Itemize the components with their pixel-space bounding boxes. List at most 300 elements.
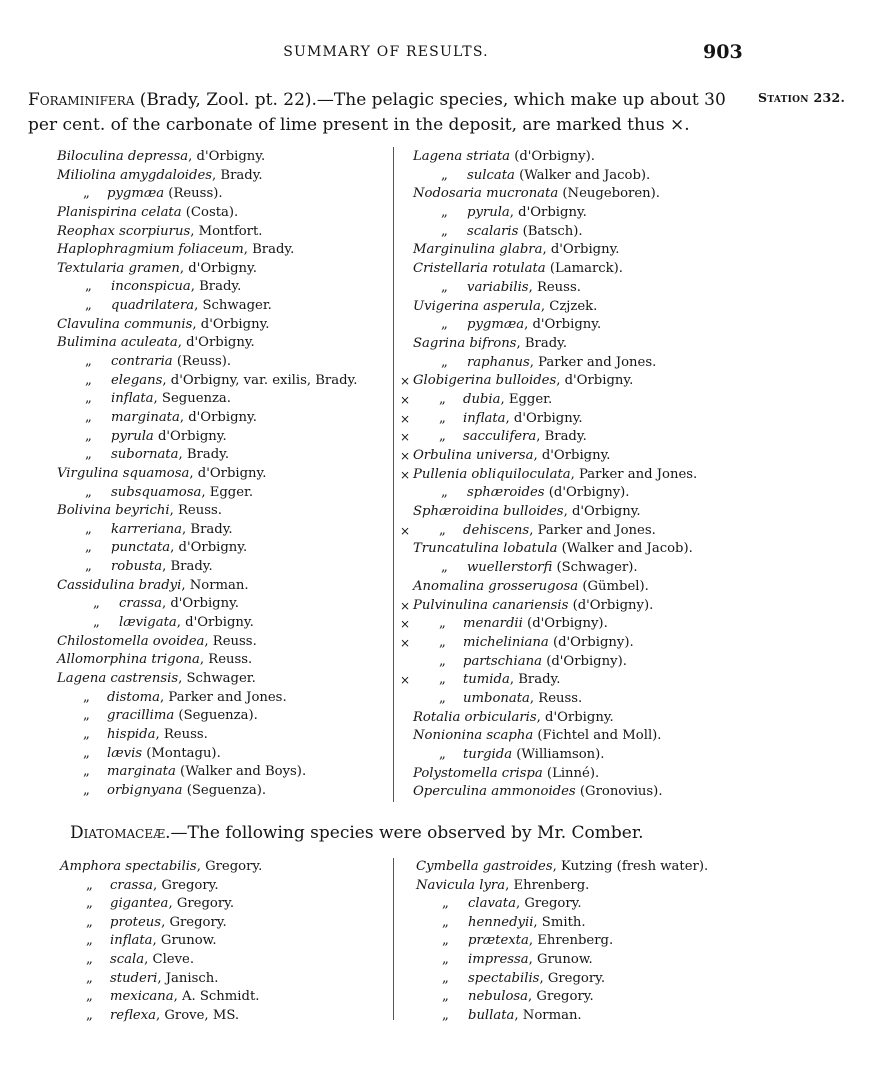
species-authority: , Reuss. — [155, 726, 208, 742]
species-entry — [57, 260, 357, 279]
species-entry — [413, 709, 697, 728]
diatomaceae-left-list — [60, 858, 262, 1025]
species-entry — [57, 372, 357, 391]
species-authority: (Reuss). — [172, 354, 232, 370]
ditto-mark: „ — [93, 596, 100, 612]
species-name: pyrula — [111, 428, 154, 444]
species-name: Anomalina grosserugosa — [413, 578, 579, 594]
species-name: Reophax scorpiurus — [57, 223, 191, 239]
species-entry — [400, 671, 697, 690]
species-name: crassa — [119, 596, 162, 612]
species-authority: , d'Orbigny. — [176, 615, 254, 631]
species-authority: , d'Orbigny. — [542, 242, 620, 258]
species-entry — [57, 521, 357, 540]
species-name: Orbulina universa — [413, 448, 534, 463]
species-authority: , Brady. — [182, 521, 233, 537]
species-name: gigantea — [110, 896, 169, 912]
ditto-mark: „ — [86, 896, 93, 912]
species-name: contraria — [111, 354, 173, 370]
diatomaceae-intro — [70, 823, 643, 843]
species-name: Clavulina communis — [57, 316, 193, 332]
species-entry — [400, 410, 697, 429]
species-entry — [57, 185, 357, 204]
species-authority: , Gregory. — [161, 914, 227, 930]
ditto-mark: „ — [439, 616, 446, 632]
ditto-mark: „ — [441, 560, 448, 576]
species-authority: , Brady. — [516, 335, 568, 351]
ditto-mark: „ — [83, 186, 90, 202]
species-entry — [400, 634, 697, 653]
species-authority: , d'Orbigny. — [188, 149, 266, 164]
ditto-mark: „ — [442, 970, 449, 986]
species-entry — [413, 223, 697, 242]
foraminifera-heading: Foraminifera — [28, 90, 135, 110]
species-authority: (Walker and Boys). — [175, 764, 307, 780]
species-authority: (Reuss). — [164, 186, 223, 202]
ditto-mark: „ — [85, 521, 92, 537]
species-entry — [57, 446, 357, 465]
species-name: Nodosaria mucronata — [413, 186, 559, 202]
species-authority: (Gümbel). — [578, 578, 649, 594]
species-entry — [60, 877, 262, 896]
species-name: turgida — [463, 747, 513, 762]
ditto-mark: „ — [86, 933, 93, 949]
species-name: pygmæa — [107, 186, 165, 202]
ditto-mark: „ — [442, 914, 449, 930]
species-entry — [60, 951, 262, 970]
species-authority: , d'Orbigny. — [563, 504, 641, 520]
species-entry — [416, 1007, 708, 1026]
species-name: spectabilis — [468, 970, 540, 986]
pelagic-marker: × — [400, 523, 411, 538]
species-authority: (Schwager). — [552, 560, 638, 576]
species-authority: , Gregory. — [539, 970, 606, 986]
species-name: karreriana — [111, 521, 183, 537]
ditto-mark: „ — [439, 747, 446, 762]
species-entry — [413, 148, 697, 167]
species-authority: , d'Orbigny. — [177, 335, 255, 351]
species-entry — [400, 466, 698, 485]
species-name: Truncatulina lobatula — [413, 541, 558, 557]
ditto-mark: „ — [86, 1007, 93, 1023]
ditto-mark: „ — [439, 672, 446, 688]
species-name: micheliniana — [463, 634, 549, 650]
ditto-mark: „ — [439, 522, 446, 538]
ditto-mark: „ — [441, 223, 448, 239]
species-authority: (d'Orbigny). — [522, 616, 608, 632]
species-name: inflata — [111, 391, 154, 407]
species-authority: , d'Orbigny. — [533, 448, 611, 463]
species-entry — [413, 653, 697, 672]
species-entry — [57, 782, 357, 801]
species-name: Chilostomella ovoidea — [57, 633, 205, 649]
pelagic-marker: × — [400, 467, 411, 482]
species-name: Allomorphina trigona — [57, 652, 200, 668]
species-name: Lagena striata — [413, 149, 511, 164]
ditto-mark: „ — [86, 914, 93, 930]
species-authority: , d'Orbigny. — [179, 260, 257, 276]
species-entry — [60, 970, 262, 989]
species-name: robusta — [111, 559, 163, 575]
species-entry — [413, 241, 697, 260]
ditto-mark: „ — [442, 951, 449, 967]
ditto-mark: „ — [93, 615, 100, 631]
species-entry — [57, 223, 357, 242]
ditto-mark: „ — [86, 970, 93, 986]
ditto-mark: „ — [83, 745, 90, 761]
page-number: 903 — [703, 41, 743, 63]
species-entry — [413, 503, 697, 522]
ditto-mark: „ — [442, 989, 449, 1005]
species-entry — [413, 316, 697, 335]
species-authority: , Grunow. — [152, 933, 217, 949]
species-authority: (Fichtel and Moll). — [533, 728, 662, 744]
species-entry — [60, 895, 262, 914]
species-name: Rotalia orbicularis — [413, 709, 537, 725]
species-authority: , d'Orbigny. — [170, 540, 248, 556]
species-authority: , Reuss. — [529, 690, 583, 706]
species-entry — [416, 988, 708, 1007]
diatomaceae-right-list — [416, 858, 708, 1025]
species-authority: , Schwager. — [194, 298, 272, 314]
species-name: studeri — [110, 970, 158, 986]
species-name: distoma — [107, 689, 161, 705]
foraminifera-intro — [28, 88, 748, 138]
species-entry — [413, 746, 697, 765]
ditto-mark: „ — [441, 485, 448, 501]
species-authority: , Brady. — [243, 242, 295, 258]
species-authority: , Reuss. — [169, 503, 222, 519]
species-entry — [57, 204, 357, 223]
species-entry — [57, 689, 357, 708]
species-entry — [416, 932, 708, 951]
species-entry — [57, 670, 357, 689]
species-entry — [416, 951, 708, 970]
species-authority: , Brady. — [509, 672, 561, 688]
species-entry — [400, 447, 697, 466]
foraminifera-intro-text: (Brady, Zool. pt. 22).—The pelagic species, which make up about 30 per cent. of the carbonate of lime present in the deposit, are marked thus ×. — [28, 90, 726, 135]
species-name: tumida — [463, 672, 510, 688]
species-name: clavata — [468, 896, 516, 912]
species-authority: , Norman. — [514, 1007, 582, 1023]
ditto-mark: „ — [83, 689, 90, 705]
species-authority: , A. Schmidt. — [173, 989, 260, 1005]
ditto-mark: „ — [441, 167, 448, 183]
ditto-mark: „ — [441, 317, 448, 333]
species-name: Cassidulina bradyi — [57, 577, 182, 593]
species-name: Uvigerina asperula — [413, 298, 541, 314]
species-authority: (d'Orbigny). — [568, 597, 654, 613]
species-name: elegans — [111, 372, 163, 388]
foraminifera-right-list — [400, 148, 698, 802]
species-entry — [57, 409, 357, 428]
species-authority: , Parker and Jones. — [529, 354, 657, 370]
species-entry — [413, 559, 697, 578]
species-authority: , d'Orbigny. — [161, 596, 240, 612]
species-name: inflata — [110, 933, 153, 949]
species-authority: , d'Orbigny. — [524, 317, 602, 333]
species-authority: , Grove, MS. — [156, 1007, 240, 1023]
species-entry — [416, 970, 708, 989]
pelagic-marker: × — [400, 617, 411, 632]
ditto-mark: „ — [441, 205, 448, 221]
species-name: dubia — [463, 391, 501, 407]
foraminifera-left-list — [57, 148, 357, 800]
species-entry — [413, 690, 697, 709]
species-authority: , Parker and Jones. — [160, 689, 287, 705]
species-name: umbonata — [463, 690, 530, 706]
species-name: Polystomella crispa — [413, 765, 543, 781]
species-entry — [57, 241, 357, 260]
species-authority: , d'Orbigny. — [556, 373, 634, 389]
species-authority: (Costa). — [181, 204, 239, 220]
species-entry — [400, 615, 697, 634]
ditto-mark: „ — [83, 726, 90, 742]
ditto-mark: „ — [439, 634, 446, 650]
species-authority: , Brady. — [178, 447, 230, 463]
species-name: Miliolina amygdaloides — [57, 167, 213, 183]
species-authority: (Williamson). — [512, 747, 605, 762]
species-entry — [413, 540, 697, 559]
page-title: SUMMARY OF RESULTS. — [283, 44, 489, 60]
species-name: subsquamosa — [111, 484, 202, 500]
species-name: impressa — [468, 951, 529, 967]
species-name: menardii — [463, 616, 523, 632]
species-authority: , d'Orbigny. — [505, 410, 583, 426]
ditto-mark: „ — [83, 764, 90, 780]
pelagic-marker: × — [400, 673, 411, 688]
species-name: Biloculina depressa — [57, 149, 189, 164]
species-name: quadrilatera — [111, 298, 195, 314]
species-entry — [416, 895, 708, 914]
species-name: Planispirina celata — [57, 204, 182, 220]
species-name: Pullenia obliquiloculata — [413, 466, 571, 482]
species-authority: , Schwager. — [178, 670, 256, 686]
species-entry — [57, 502, 357, 521]
species-name: Bolivina beyrichi — [57, 503, 170, 519]
species-entry — [57, 148, 357, 167]
ditto-mark: „ — [86, 951, 93, 967]
ditto-mark: „ — [85, 540, 92, 556]
species-name: bullata — [468, 1007, 515, 1023]
ditto-mark: „ — [439, 429, 446, 445]
species-authority: , d'Orbigny. — [192, 316, 270, 332]
species-entry — [400, 597, 697, 616]
species-entry — [60, 858, 262, 877]
species-name: dehiscens — [463, 522, 530, 538]
species-name: inflata — [463, 410, 506, 426]
species-entry — [60, 1007, 262, 1026]
species-name: scalaris — [467, 223, 519, 239]
species-authority: , Gregory. — [152, 877, 219, 893]
species-authority: d'Orbigny. — [153, 428, 227, 444]
species-entry — [57, 633, 357, 652]
species-entry — [57, 297, 357, 316]
ditto-mark: „ — [442, 933, 449, 949]
species-name: scala — [110, 951, 145, 967]
diatomaceae-heading: Diatomaceæ — [70, 823, 166, 843]
species-name: Lagena castrensis — [57, 670, 179, 686]
column-divider — [393, 147, 394, 802]
species-entry — [57, 763, 357, 782]
species-name: pyrula — [467, 205, 510, 221]
pelagic-marker: × — [400, 392, 411, 407]
species-name: prætexta — [468, 933, 529, 949]
species-name: variabilis — [467, 279, 529, 295]
species-authority: , Egger. — [500, 391, 553, 407]
species-name: Nonionina scapha — [413, 728, 534, 744]
ditto-mark: „ — [442, 1007, 449, 1023]
pelagic-marker: × — [400, 635, 411, 650]
species-entry — [57, 614, 357, 633]
species-name: Haplophragmium foliaceum — [57, 242, 244, 258]
species-name: Bulimina aculeata — [57, 335, 178, 351]
species-entry — [57, 353, 357, 372]
species-entry — [413, 185, 697, 204]
species-name: Virgulina squamosa — [57, 465, 190, 481]
species-authority: , Montfort. — [190, 223, 263, 239]
species-authority: (Gronovius). — [575, 784, 663, 800]
species-name: inconspicua — [111, 279, 191, 295]
ditto-mark: „ — [442, 896, 449, 912]
ditto-mark: „ — [439, 391, 446, 407]
species-entry — [57, 484, 357, 503]
species-name: hennedyii — [468, 914, 534, 930]
column-divider — [393, 858, 394, 1020]
species-entry — [416, 914, 708, 933]
species-name: Globigerina bulloides — [413, 373, 557, 389]
species-name: orbignyana — [107, 782, 183, 798]
ditto-mark: „ — [439, 410, 446, 426]
ditto-mark: „ — [83, 782, 90, 798]
species-name: gracillima — [107, 708, 175, 724]
species-name: mexicana — [110, 989, 174, 1005]
ditto-mark: „ — [85, 354, 92, 370]
species-name: Sagrina bifrons — [413, 335, 517, 351]
species-entry — [413, 335, 697, 354]
species-name: hispida — [107, 726, 156, 742]
pelagic-marker: × — [400, 374, 411, 389]
species-authority: , Ehrenberg. — [505, 877, 590, 893]
species-entry — [413, 298, 697, 317]
species-authority: , Brady. — [190, 279, 242, 295]
species-name: crassa — [110, 877, 153, 893]
species-authority: , Parker and Jones. — [529, 522, 656, 538]
species-entry — [57, 167, 357, 186]
species-entry — [400, 391, 697, 410]
species-name: reflexa — [110, 1007, 157, 1023]
species-name: sphæroides — [467, 485, 545, 501]
species-authority: , Brady. — [212, 167, 263, 183]
species-name: Cristellaria rotulata — [413, 261, 546, 277]
species-entry — [57, 707, 357, 726]
species-authority: (Batsch). — [518, 223, 583, 239]
ditto-mark: „ — [85, 391, 92, 407]
species-authority: (Seguenza). — [182, 782, 267, 798]
species-authority: , Ehrenberg. — [528, 933, 614, 949]
species-entry — [413, 484, 697, 503]
species-authority: , Reuss. — [204, 633, 257, 649]
species-name: sulcata — [467, 167, 515, 183]
species-entry — [413, 578, 697, 597]
ditto-mark: „ — [439, 690, 446, 706]
species-entry — [57, 726, 357, 745]
ditto-mark: „ — [85, 409, 92, 425]
species-entry — [60, 988, 262, 1007]
diatomaceae-intro-text: .—The following species were observed by Mr. Comber. — [165, 823, 644, 843]
species-name: lævis — [107, 745, 143, 761]
station-label: Station 232. — [758, 90, 846, 105]
species-name: subornata — [111, 447, 179, 463]
species-authority: , d'Orbigny. — [189, 465, 267, 481]
species-entry — [57, 390, 357, 409]
species-name: Textularia gramen — [57, 260, 180, 276]
species-entry — [413, 204, 697, 223]
species-name: nebulosa — [468, 989, 529, 1005]
species-entry — [57, 595, 357, 614]
species-name: lævigata — [119, 615, 177, 631]
species-entry — [413, 783, 697, 802]
species-authority: , Janisch. — [157, 970, 219, 986]
species-entry — [413, 765, 697, 784]
species-entry — [416, 877, 708, 896]
ditto-mark: „ — [85, 447, 92, 463]
species-entry — [57, 577, 357, 596]
species-entry — [400, 522, 697, 541]
species-authority: (Seguenza). — [174, 708, 258, 724]
species-authority: (d'Orbigny). — [510, 149, 595, 164]
species-authority: (d'Orbigny). — [548, 634, 634, 650]
species-entry — [57, 278, 357, 297]
species-entry — [57, 539, 357, 558]
ditto-mark: „ — [83, 708, 90, 724]
ditto-mark: „ — [85, 372, 92, 388]
ditto-mark: „ — [85, 298, 92, 314]
species-name: Operculina ammonoides — [413, 784, 576, 800]
species-name: pygmæa — [467, 317, 525, 333]
species-entry — [413, 279, 697, 298]
species-name: Cymbella gastroides — [416, 859, 553, 874]
species-entry — [400, 428, 697, 447]
species-authority: (Walker and Jacob). — [514, 167, 651, 183]
ditto-mark: „ — [85, 279, 92, 295]
species-authority: , Parker and Jones. — [570, 466, 698, 482]
species-entry — [416, 858, 708, 877]
species-authority: , Reuss. — [528, 279, 581, 295]
species-name: marginata — [111, 409, 180, 425]
species-authority: (Montagu). — [142, 745, 221, 761]
species-authority: (Linné). — [542, 765, 600, 781]
species-authority: (Walker and Jacob). — [557, 541, 693, 557]
species-entry — [60, 914, 262, 933]
species-authority: (Neugeboren). — [558, 186, 660, 202]
species-authority: (d'Orbigny). — [544, 485, 630, 501]
species-name: sacculifera — [463, 429, 537, 445]
species-name: Navicula lyra — [416, 877, 506, 893]
species-authority: , Gregory. — [528, 989, 594, 1005]
ditto-mark: „ — [86, 989, 93, 1005]
species-authority: , Gregory. — [515, 896, 582, 912]
species-entry — [413, 167, 697, 186]
species-name: wuellerstorfi — [467, 560, 553, 576]
ditto-mark: „ — [85, 484, 92, 500]
species-authority: , Norman. — [181, 577, 249, 593]
species-entry — [57, 334, 357, 353]
ditto-mark: „ — [441, 354, 448, 370]
pelagic-marker: × — [400, 430, 411, 445]
species-authority: , Brady. — [162, 559, 213, 575]
species-authority: , d'Orbigny. — [179, 409, 257, 425]
